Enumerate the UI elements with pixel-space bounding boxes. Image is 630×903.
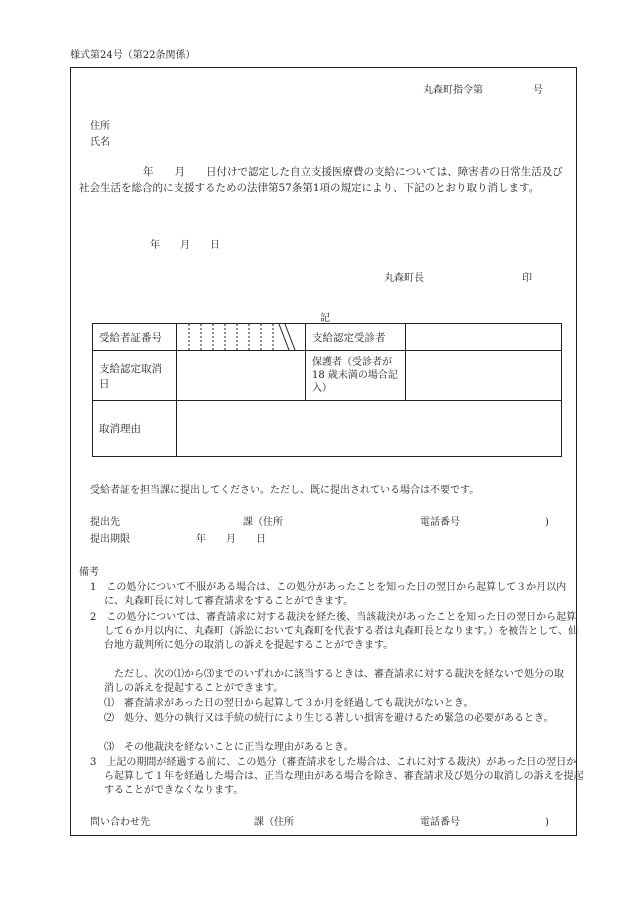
certified-patient-value[interactable] <box>406 324 562 351</box>
guardian-label: 保護者（受診者が 18 歳未満の場合記入） <box>306 351 406 401</box>
cancel-date-label: 支給認定取消日 <box>93 351 177 401</box>
remark-2-proviso: ただし、次の⑴から⑶までのいずれかに該当するときは、審査請求に対する裁決を経ないで処分の取消しの訴えを提起することができます。 <box>104 669 564 694</box>
details-table <box>92 323 562 457</box>
submit-deadline-label: 提出期限 <box>90 534 130 545</box>
ki-label: 記 <box>320 313 330 324</box>
remark-2-item-1: ⑴ 審査請求があった日の翌日から起算して３か月を経過しても裁決がないとき。 <box>104 698 474 709</box>
remark-2-item-2: ⑵ 処分、処分の執行又は手続の続行により生じる著しい損害を避けるため緊急の必要があるとき。 <box>104 713 554 724</box>
certified-patient-label: 支給認定受診者 <box>306 324 406 351</box>
submit-to-dept: 課（住所 <box>243 517 283 528</box>
cancel-date-value[interactable] <box>177 351 306 401</box>
inquiry-dept: 課（住所 <box>254 817 294 828</box>
submit-to-close: ) <box>545 517 549 528</box>
body-text: 年 月 日付けで認定した自立支援医療費の支給については、障害者の日常生活及び社会生活を総合的に支援するための法律第57条第1項の規定により、下記のとおり取り消します。 <box>79 166 563 194</box>
recipient-cert-boxes[interactable] <box>177 324 306 351</box>
remark-2: 2 この処分については、審査請求に対する裁決を経た後、当該裁決があったことを知った日の翌日から起算して６か月以内に、丸森町（訴訟において丸森町を代表する者は丸森町長となります。）を被告として、仙台地方裁判所に処分の取消しの訴えを提起することができます。 <box>90 612 578 651</box>
submit-to-label: 提出先 <box>90 517 120 528</box>
inquiry-close: ) <box>545 817 549 828</box>
remarks-title: 備考 <box>79 567 99 578</box>
reason-value[interactable] <box>177 401 562 457</box>
doc-number: 丸森町指令第 号 <box>423 85 543 96</box>
inquiry-label: 問い合わせ先 <box>90 817 150 828</box>
form-id: 様式第24号（第22条関係） <box>70 50 196 61</box>
recipient-cert-label: 受給者証番号 <box>93 324 177 351</box>
submit-to-phone: 電話番号 <box>420 517 460 528</box>
issuer: 丸森町長 <box>384 273 424 284</box>
seal: 印 <box>522 273 532 284</box>
name-label: 氏名 <box>90 137 110 148</box>
reason-label: 取消理由 <box>93 401 177 457</box>
date-line: 年 月 日 <box>150 240 220 251</box>
address-label: 住所 <box>90 121 110 132</box>
remark-2-item-3: ⑶ その他裁決を経ないことに正当な理由があるとき。 <box>104 742 354 753</box>
submit-instruction: 受給者証を担当課に提出してください。ただし、既に提出されている場合は不要です。 <box>90 485 480 496</box>
remark-1: 1 この処分について不服がある場合は、この処分があったことを知った日の翌日から起算して３か月以内に、丸森町長に対して審査請求をすることができます。 <box>90 582 567 607</box>
submit-deadline-date: 年 月 日 <box>196 534 266 545</box>
guardian-value[interactable] <box>406 351 562 401</box>
remark-3: 3 上記の期間が経過する前に、この処分（審査請求をした場合は、これに対する裁決）があった日の翌日から起算して１年を経過した場合は、正当な理由がある場合を除き、審査請求及び処分の取消しの訴えを提起することができなくなります。 <box>90 757 584 796</box>
inquiry-phone: 電話番号 <box>420 817 460 828</box>
